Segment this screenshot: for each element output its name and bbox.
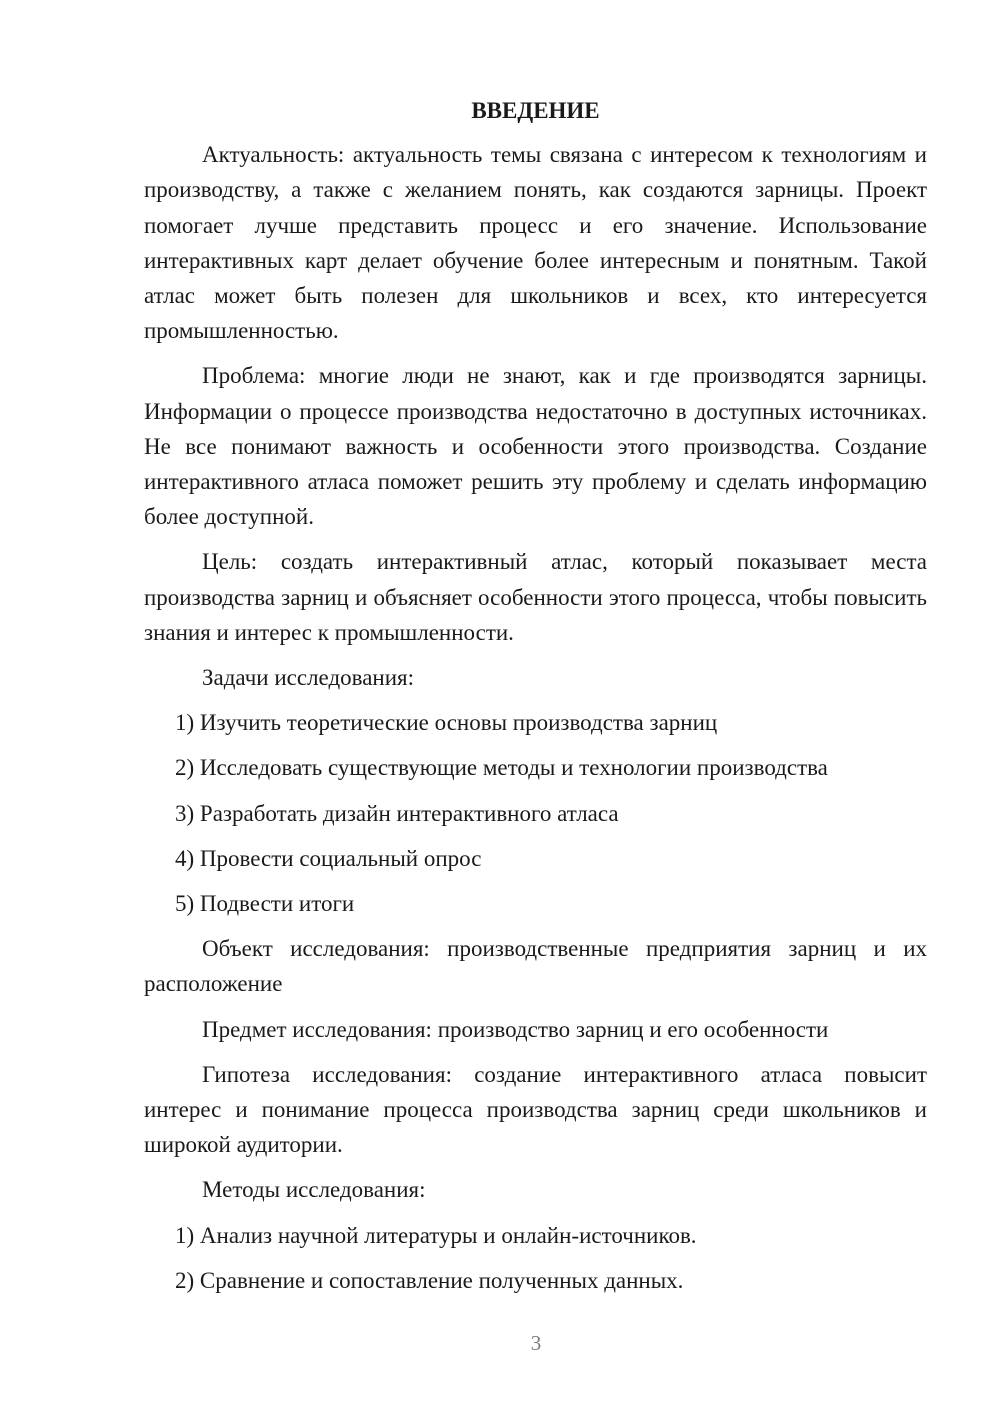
object-paragraph: Объект исследования: производственные предприятия зарниц и их расположение	[144, 936, 927, 997]
problem-paragraph: Проблема: многие люди не знают, как и где производятся зарницы. Информации о процессе производства недостаточно в доступных источниках. Не все понимают важность и особенности этого производства. Создание интерактивного атласа поможет решить эту проблему и сделать информацию более доступной.	[144, 363, 927, 530]
task-item: 4) Провести социальный опрос	[175, 845, 482, 871]
task-item: 2) Исследовать существующие методы и технологии производства	[175, 755, 828, 781]
task-item: 5) Подвести итоги	[175, 891, 355, 917]
task-item: 1) Изучить теоретические основы производства зарниц	[175, 710, 718, 736]
methods-heading: Методы исследования:	[202, 1177, 426, 1203]
subject-paragraph: Предмет исследования: производство зарниц и его особенности	[202, 1016, 829, 1042]
tasks-heading: Задачи исследования:	[202, 665, 415, 691]
goal-paragraph: Цель: создать интерактивный атлас, который показывает места производства зарниц и объясняет особенности этого процесса, чтобы повысить знания и интерес к промышленности.	[144, 549, 927, 645]
page-number: 3	[530, 1331, 542, 1355]
task-item: 3) Разработать дизайн интерактивного атласа	[175, 800, 619, 826]
hypothesis-paragraph: Гипотеза исследования: создание интерактивного атласа повысит интерес и понимание процесса производства зарниц среди школьников и широкой аудитории.	[144, 1061, 927, 1158]
section-title: ВВЕДЕНИЕ	[471, 98, 600, 123]
page-content	[144, 93, 927, 1308]
method-item: 2) Сравнение и сопоставление полученных данных.	[175, 1267, 684, 1293]
relevance-paragraph: Актуальность: актуальность темы связана с интересом к технологиям и производству, а также с желанием понять, как создаются зарницы. Проект помогает лучше представить процесс и его значение. Использование интерактивных карт делает обучение более интересным и понятным. Такой атлас может быть полезен для школьников и всех, кто интересуется промышленностью.	[144, 142, 927, 344]
method-item: 1) Анализ научной литературы и онлайн-источников.	[175, 1222, 697, 1248]
